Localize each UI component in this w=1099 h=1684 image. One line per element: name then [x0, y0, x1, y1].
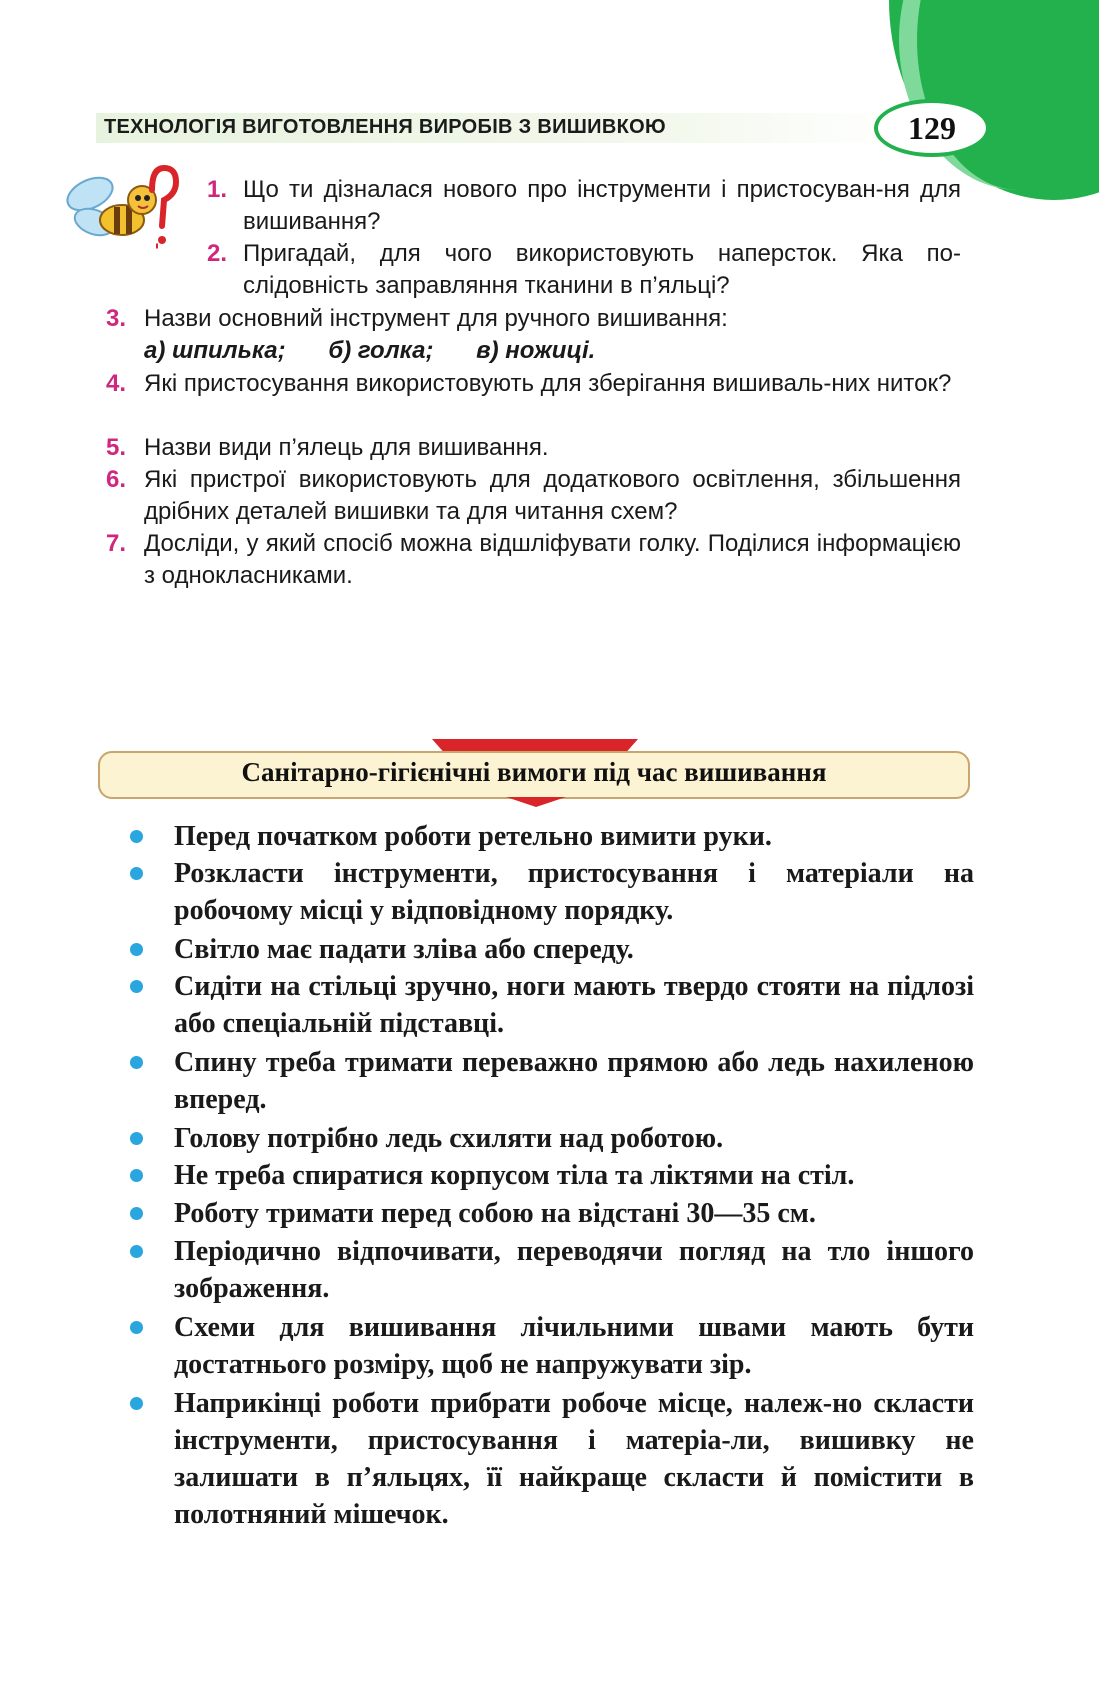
question-number: 3. [106, 305, 127, 332]
bullet-dot-icon [130, 1207, 143, 1220]
question-text: Досліди, у який спосіб можна відшліфувати голку. Поділися інформацією з однокласниками. [144, 530, 961, 589]
bullet-dot-icon [130, 1132, 143, 1145]
rule-item [174, 1233, 974, 1307]
question-1 [207, 174, 961, 238]
question-number: 4. [106, 370, 127, 397]
rule-item [174, 1195, 974, 1232]
question-number: 1. [207, 176, 228, 203]
rule-text: Перед початком роботи ретельно вимити руки. [174, 821, 772, 852]
question-number: 2. [207, 240, 228, 267]
question-text: Назви види п’ялець для вишивання. [144, 434, 549, 461]
bullet-dot-icon [130, 1321, 143, 1334]
option-b: б) голка; [328, 337, 434, 364]
bee-question-mark-icon [60, 160, 180, 260]
question-7 [106, 528, 961, 592]
question-3 [106, 303, 961, 367]
rule-text: Періодично відпочивати, переводячи погляд на тло іншого зображення. [174, 1236, 974, 1304]
bullet-dot-icon [130, 1056, 143, 1069]
question-text: Які пристосування використовують для зберігання вишиваль-них ниток? [144, 370, 952, 397]
question-4 [106, 368, 961, 400]
rule-item [174, 855, 974, 929]
rule-item [174, 1385, 974, 1533]
rule-item [174, 1157, 974, 1194]
rule-item [174, 968, 974, 1042]
page-number-badge [874, 99, 990, 157]
rule-text: Схеми для вишивання лічильними швами мають бути достатнього розміру, щоб не напружувати зір. [174, 1312, 974, 1380]
page-number: 129 [908, 109, 956, 146]
question-number: 6. [106, 466, 127, 493]
bullet-dot-icon [130, 867, 143, 880]
rule-text: Не треба спиратися корпусом тіла та ліктями на стіл. [174, 1160, 855, 1191]
option-a: а) шпилька; [144, 337, 286, 364]
answer-options [106, 335, 961, 367]
rule-text: Голову потрібно ледь схиляти над роботою. [174, 1123, 724, 1154]
rule-item [174, 931, 974, 968]
question-text: Які пристрої використовують для додаткового освітлення, збільшення дрібних деталей вишивки та для читання схем? [144, 466, 961, 525]
rule-item [174, 1309, 974, 1383]
question-6 [106, 464, 961, 528]
running-header: ТЕХНОЛОГІЯ ВИГОТОВЛЕННЯ ВИРОБІВ З ВИШИВКОЮ [104, 116, 666, 138]
question-number: 7. [106, 530, 127, 557]
bullet-dot-icon [130, 830, 143, 843]
rule-item [174, 818, 974, 855]
question-text: Назви основний інструмент для ручного вишивання: [144, 305, 728, 332]
rule-item [174, 1044, 974, 1118]
rule-text: Роботу тримати перед собою на відстані 30—35 см. [174, 1198, 816, 1229]
question-5 [106, 432, 961, 464]
bullet-dot-icon [130, 980, 143, 993]
section-title: Санітарно-гігієнічні вимоги під час вишивання [241, 757, 827, 787]
bullet-dot-icon [130, 1397, 143, 1410]
rule-text: Розкласти інструменти, пристосування і матеріали на робочому місці у відповідному порядку. [174, 858, 974, 926]
rule-text: Спину треба тримати переважно прямою або ледь нахиленою вперед. [174, 1047, 974, 1115]
banner-ribbon-bottom [506, 797, 566, 807]
bullet-dot-icon [130, 1169, 143, 1182]
bullet-dot-icon [130, 943, 143, 956]
rule-text: Сидіти на стільці зручно, ноги мають твердо стояти на підлозі або спеціальній підставці. [174, 971, 974, 1039]
rule-item [174, 1120, 974, 1157]
rule-text: Світло має падати зліва або спереду. [174, 934, 634, 965]
rule-text: Наприкінці роботи прибрати робоче місце, належ-но скласти інструменти, пристосування і матеріа-ли, вишивку не залишати в п’яльцях, її найкраще скласти й помістити в полотняний мішечок. [174, 1388, 974, 1530]
corner-decoration-band [899, 0, 1099, 190]
option-c: в) ножиці. [476, 337, 596, 364]
question-text: Пригадай, для чого використовують наперсток. Яка по-слідовність заправляння тканини в п’яльці? [243, 240, 961, 299]
question-text: Що ти дізналася нового про інструменти і пристосуван-ня для вишивання? [243, 176, 961, 235]
question-2 [207, 238, 961, 302]
question-number: 5. [106, 434, 127, 461]
bullet-dot-icon [130, 1245, 143, 1258]
